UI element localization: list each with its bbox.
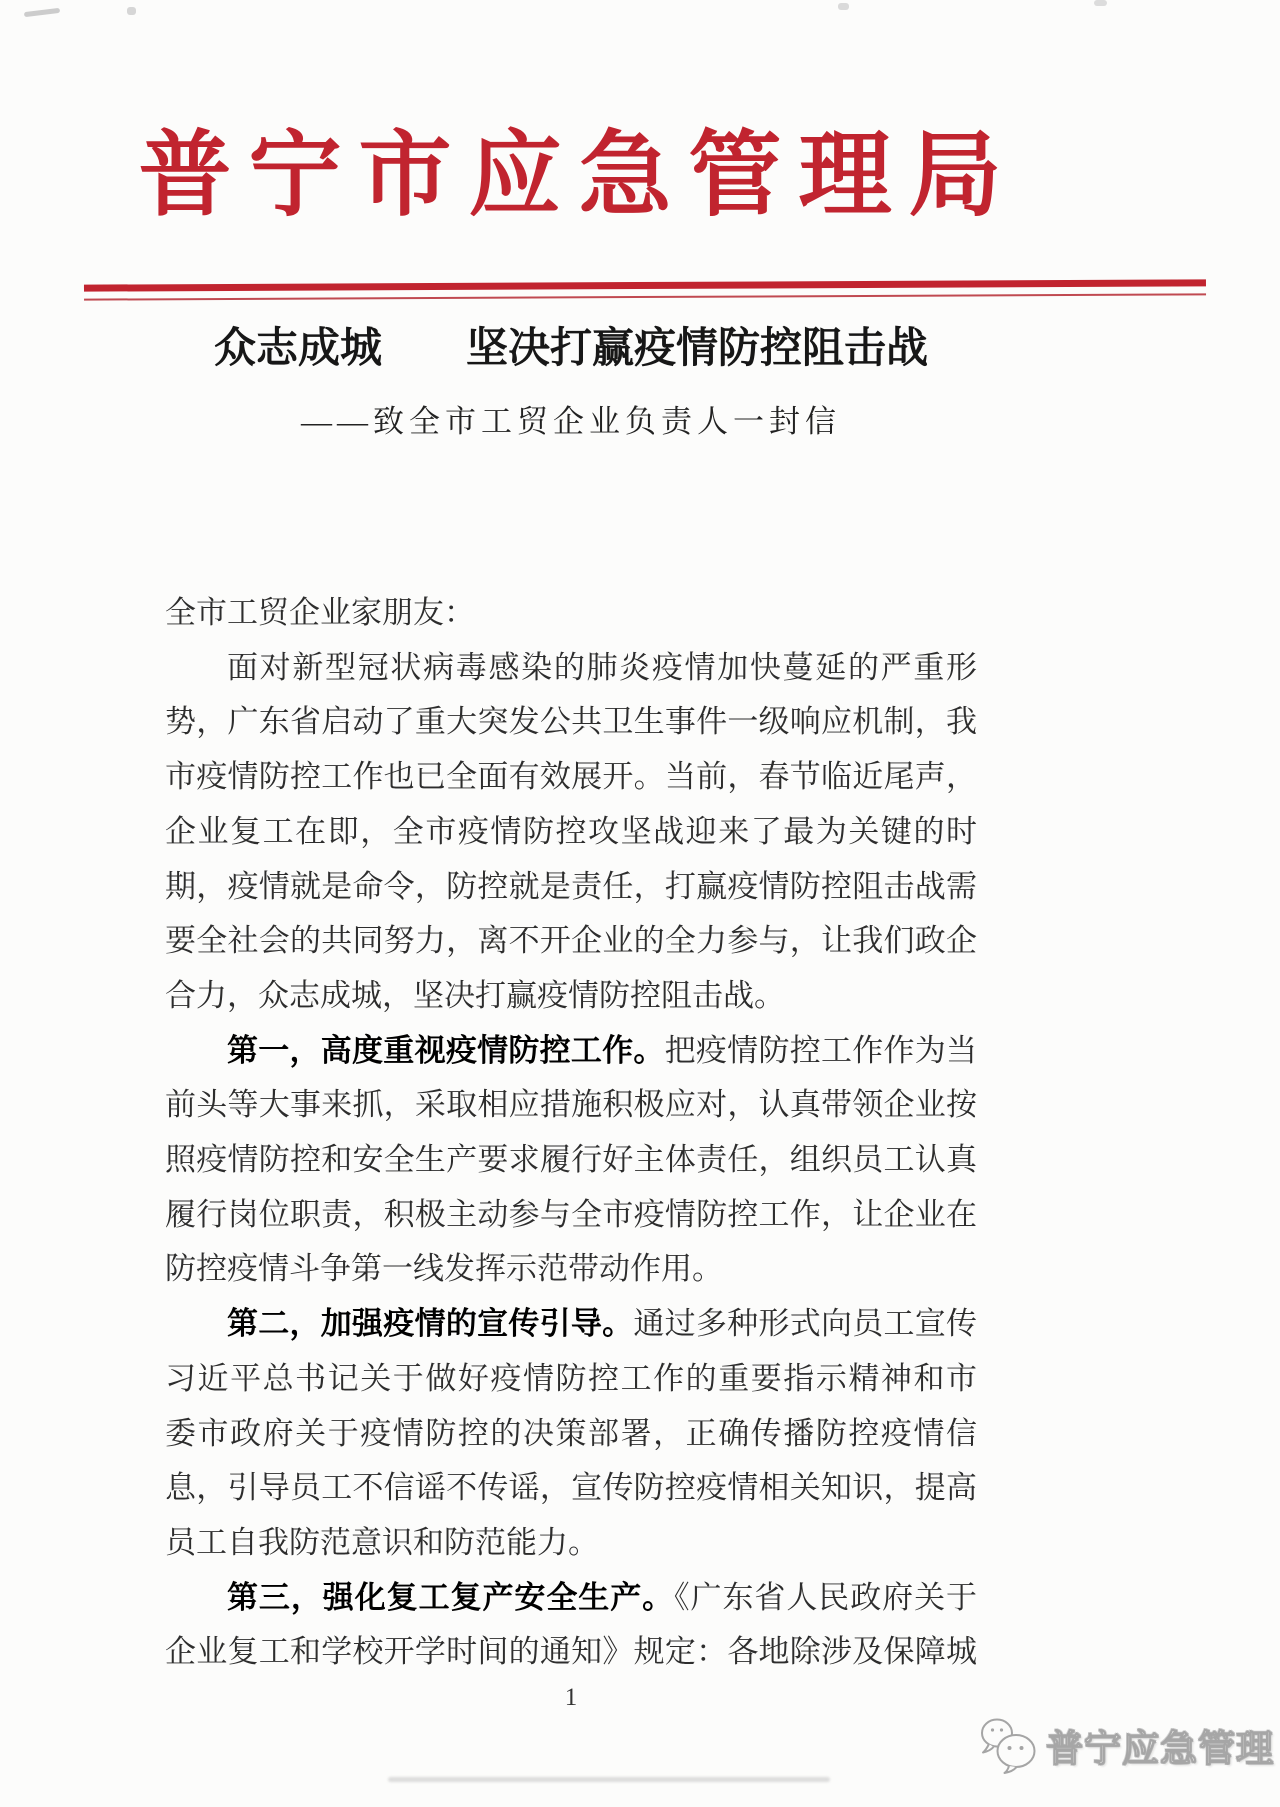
line-text: 要全社会的共同努力，离不开企业的全力参与，让我们政企 — [165, 923, 977, 959]
letter-line — [165, 1024, 977, 1079]
letter-body — [165, 586, 977, 1680]
letter-line — [165, 969, 977, 1024]
agency-name: 普宁市应急管理局 — [138, 125, 1019, 228]
scan-artifact — [1094, 0, 1107, 6]
letter-line — [165, 1571, 977, 1626]
letter-line — [165, 1407, 977, 1462]
letter-line — [165, 641, 977, 696]
letter-line — [165, 1242, 977, 1297]
letter-line — [165, 1078, 977, 1133]
scan-artifact — [127, 7, 136, 15]
letter-line — [165, 1188, 977, 1243]
letter-line — [165, 586, 977, 641]
letter-line — [165, 914, 977, 969]
line-text: 照疫情防控和安全生产要求履行好主体责任，组织员工认真 — [165, 1142, 977, 1178]
line-text: 期，疫情就是命令，防控就是责任，打赢疫情防控阻击战需 — [165, 868, 977, 904]
line-emphasis: 第一，高度重视疫情防控工作。 — [227, 1032, 665, 1068]
header-divider — [84, 279, 1206, 300]
line-text: 企业复工在即，全市疫情防控攻坚战迎来了最为关键的时 — [165, 813, 977, 849]
line-emphasis: 第二，加强疫情的宣传引导。 — [227, 1306, 634, 1342]
letter-subtitle: ——致全市工贸企业负责人一封信 — [301, 404, 841, 439]
letter-title: 众志成城 坚决打赢疫情防控阻击战 — [213, 326, 928, 372]
line-text: 前头等大事来抓，采取相应措施积极应对，认真带领企业按 — [165, 1087, 977, 1123]
letter-line — [165, 860, 977, 915]
letter-line — [165, 1625, 977, 1680]
wechat-icon — [978, 1716, 1040, 1774]
line-text: 势，广东省启动了重大突发公共卫生事件一级响应机制，我 — [165, 704, 977, 740]
page-number: 1 — [564, 1684, 578, 1711]
line-text: 合力，众志成城，坚决打赢疫情防控阻击战。 — [165, 977, 785, 1013]
divider-thin-line — [84, 293, 1206, 300]
watermark-label: 普宁应急管理 — [1046, 1728, 1274, 1769]
scan-artifact — [388, 1777, 830, 1782]
divider-thick-line — [84, 279, 1206, 291]
line-text: 把疫情防控工作作为当 — [664, 1032, 978, 1068]
line-text: 企业复工和学校开学时间的通知》规定：各地除涉及保障城 — [165, 1634, 977, 1670]
letter-line — [165, 1352, 977, 1407]
letter-line — [165, 1297, 977, 1352]
line-text: 市疫情防控工作也已全面有效展开。当前，春节临近尾声， — [165, 759, 977, 795]
line-text: 面对新型冠状病毒感染的肺炎疫情加快蔓延的严重形 — [227, 649, 977, 685]
letter-line — [165, 1133, 977, 1188]
line-emphasis: 第三，强化复工复产安全生产。 — [227, 1579, 675, 1615]
scan-artifact — [24, 8, 60, 17]
line-text: 委市政府关于疫情防控的决策部署，正确传播防控疫情信 — [165, 1415, 977, 1451]
line-text: 防控疫情斗争第一线发挥示范带动作用。 — [165, 1251, 723, 1287]
line-text: 息，引导员工不信谣不传谣，宣传防控疫情相关知识，提高 — [165, 1470, 977, 1506]
line-text: 全市工贸企业家朋友： — [165, 595, 475, 630]
line-text: 《广东省人民政府关于 — [674, 1579, 978, 1615]
line-text: 履行岗位职责，积极主动参与全市疫情防控工作，让企业在 — [165, 1196, 977, 1232]
letter-line — [165, 750, 977, 805]
letter-line — [165, 1516, 977, 1571]
line-text: 员工自我防范意识和防范能力。 — [165, 1524, 599, 1560]
letter-line — [165, 805, 977, 860]
wechat-watermark — [978, 1716, 1274, 1774]
line-text: 通过多种形式向员工宣传 — [633, 1306, 977, 1342]
scan-artifact — [838, 3, 849, 10]
line-text: 习近平总书记关于做好疫情防控工作的重要指示精神和市 — [165, 1360, 977, 1396]
letter-line — [165, 695, 977, 750]
letter-line — [165, 1461, 977, 1516]
